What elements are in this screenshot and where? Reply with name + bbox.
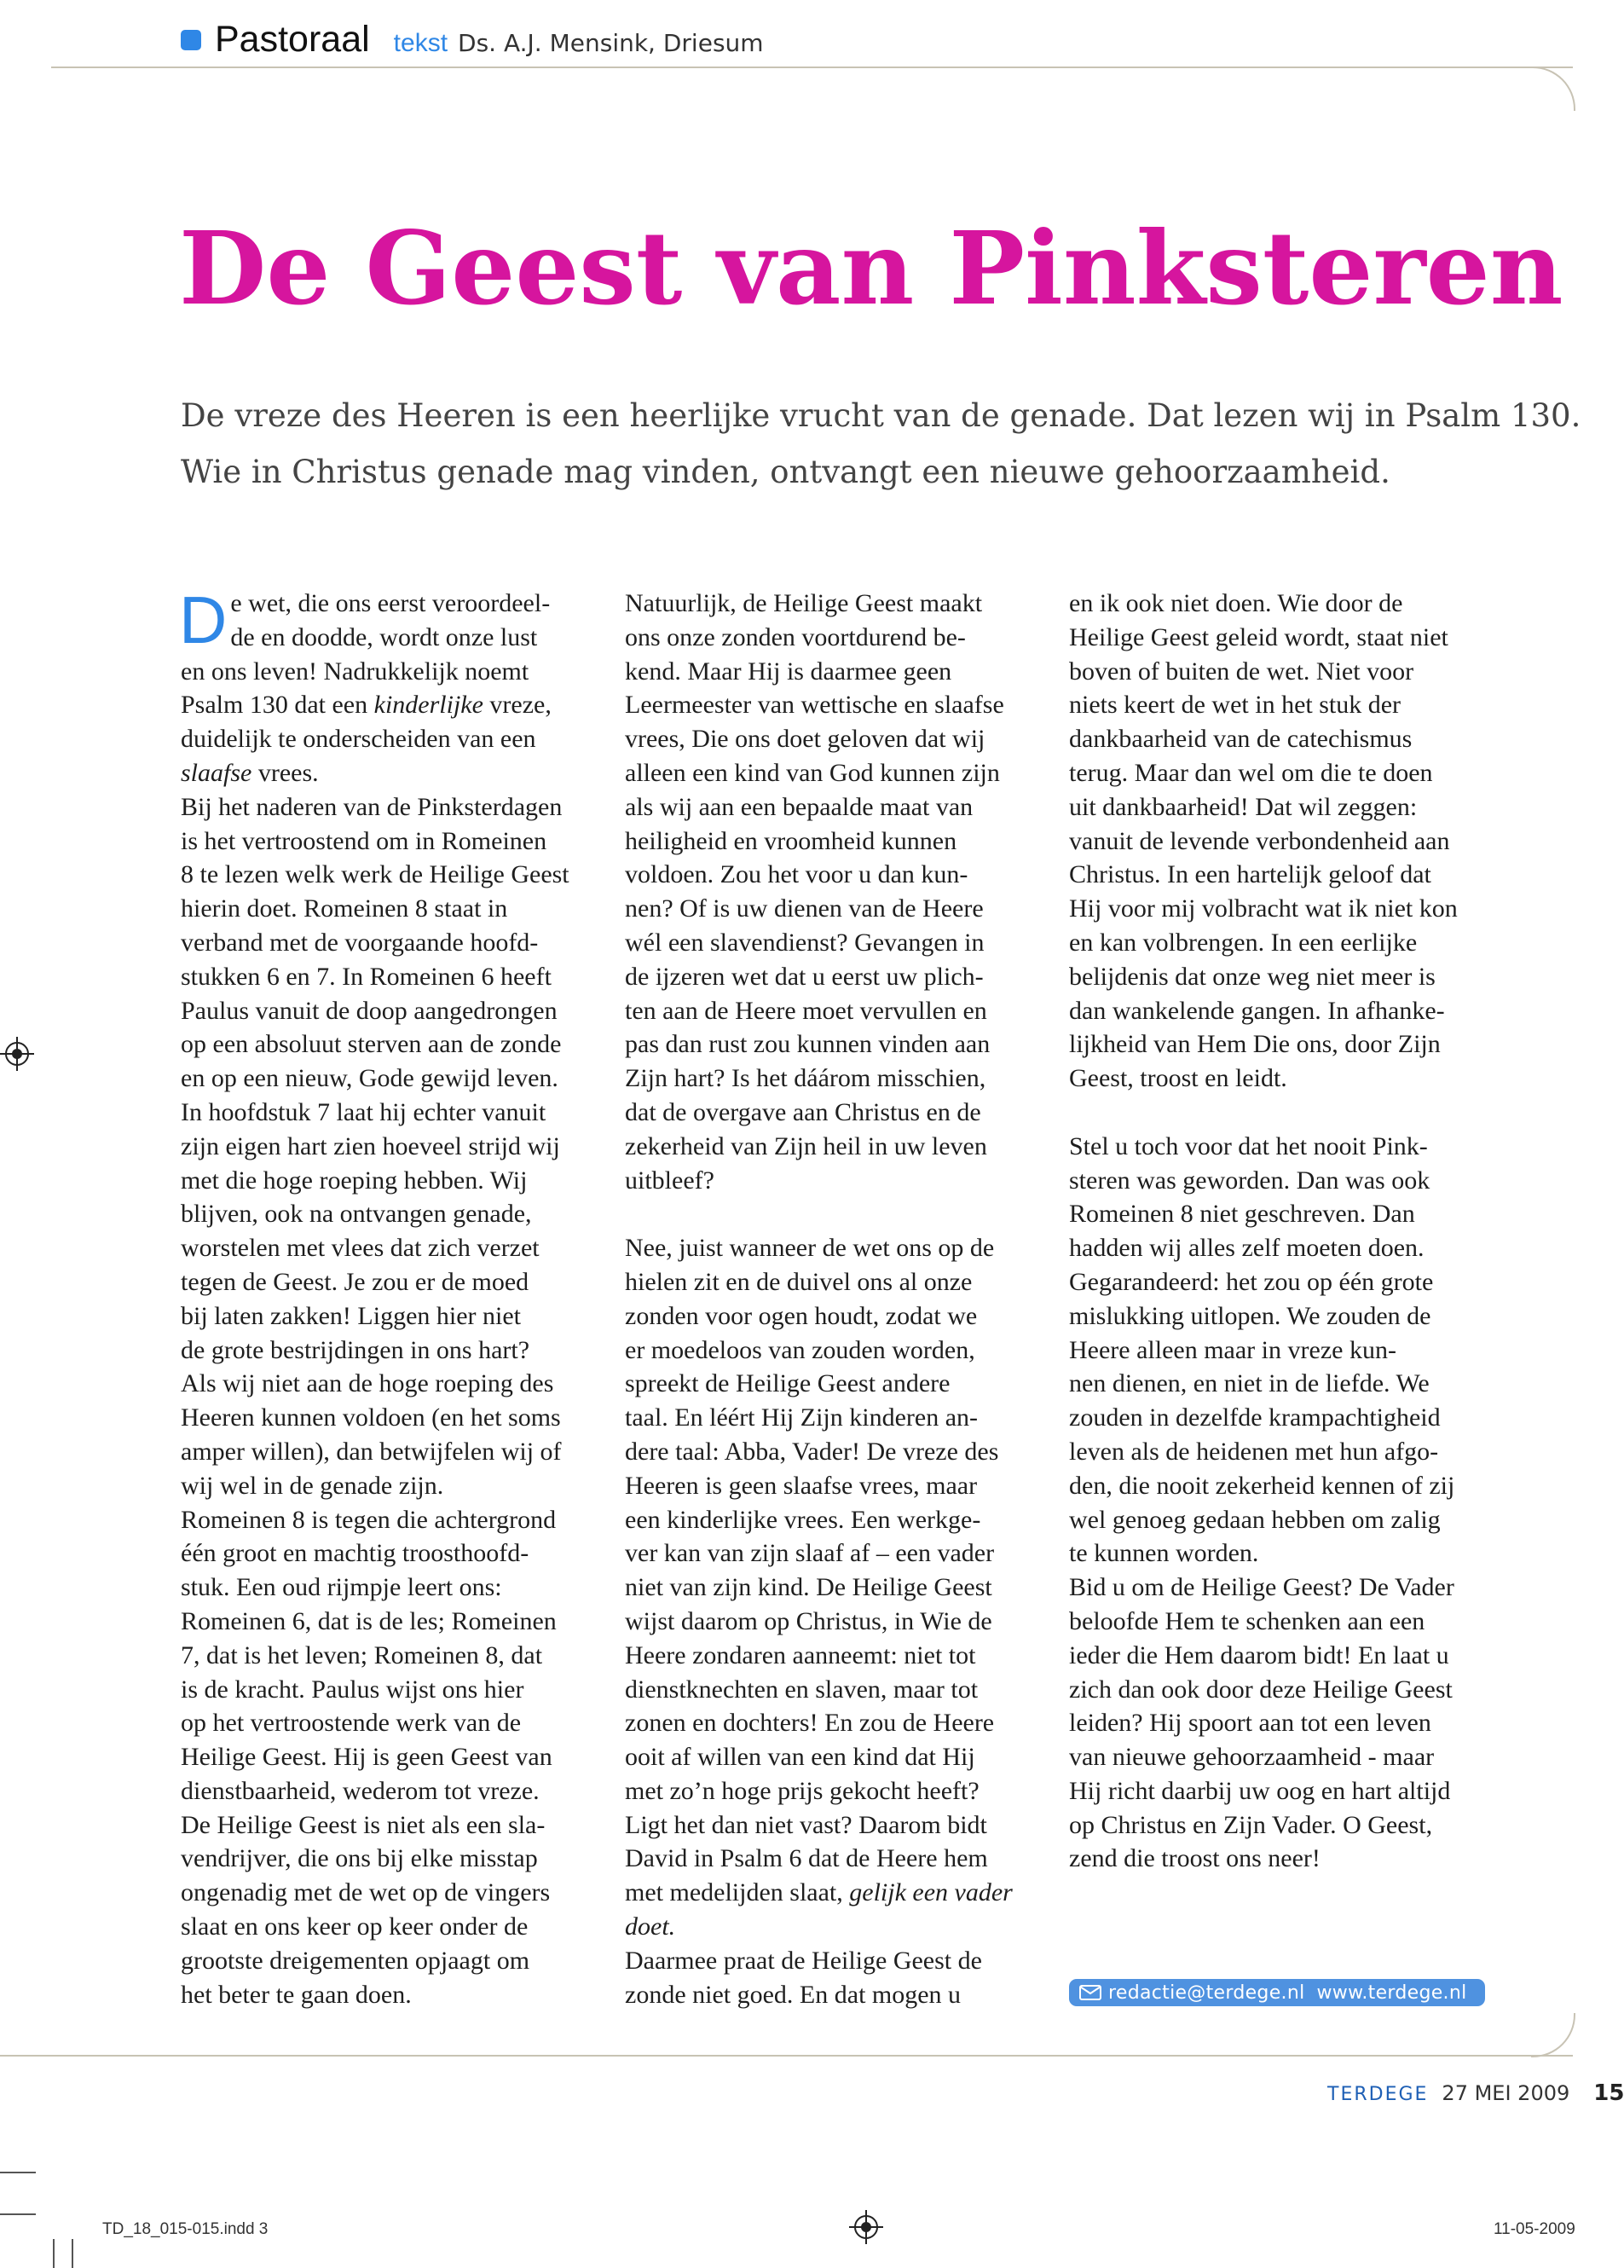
- body-line: hierin doet. Romeinen 8 staat in: [181, 894, 508, 923]
- body-line: blijven, ook na ontvangen genade,: [181, 1200, 532, 1229]
- body-line: er moedeloos van zouden worden,: [625, 1335, 975, 1364]
- magazine-name: TERDEGE: [1327, 2084, 1429, 2105]
- body-line: het beter te gaan doen.: [181, 1980, 412, 2009]
- body-line: dienstknechten en slaven, maar tot: [625, 1675, 979, 1704]
- body-line: is het vertroostend om in Romeinen: [181, 826, 547, 855]
- body-line: op Christus en Zijn Vader. O Geest,: [1069, 1810, 1433, 1839]
- article-lede: [181, 388, 1581, 500]
- body-line: Psalm 130 dat een kinderlijke vreze,: [181, 691, 552, 720]
- body-line: tegen de Geest. Je zou er de moed: [181, 1267, 529, 1296]
- body-line: nen? Of is uw dienen van de Heere: [625, 894, 984, 923]
- header-rule: [51, 67, 1573, 68]
- contact-bar: [1069, 1979, 1485, 2006]
- body-line: zonde niet goed. En dat mogen u: [625, 1980, 962, 2009]
- issue-date: 27 MEI 2009: [1442, 2081, 1570, 2105]
- body-line: de en doodde, wordt onze lust: [230, 622, 538, 651]
- body-line: spreekt de Heilige Geest andere: [625, 1369, 951, 1398]
- body-line: bij laten zakken! Liggen hier niet: [181, 1301, 522, 1330]
- body-line: heiligheid en vroomheid kunnen: [625, 826, 957, 855]
- lede-line: Wie in Christus genade mag vinden, ontvangt een nieuwe gehoorzaamheid.: [181, 454, 1390, 490]
- body-line: Heilige Geest geleid wordt, staat niet: [1069, 622, 1448, 651]
- body-line: op het vertroostende werk van de: [181, 1709, 522, 1738]
- body-line: wel genoeg gedaan hebben om zalig: [1069, 1505, 1441, 1534]
- body-line: met die hoge roeping hebben. Wij: [181, 1166, 528, 1195]
- body-line: Natuurlijk, de Heilige Geest maakt: [625, 589, 983, 617]
- body-line: lijkheid van Hem Die ons, door Zijn: [1069, 1030, 1441, 1059]
- body-line: terug. Maar dan wel om die te doen: [1069, 758, 1433, 787]
- body-line: zijn eigen hart zien hoeveel strijd wij: [181, 1131, 560, 1160]
- body-line: niet van zijn kind. De Heilige Geest: [625, 1573, 992, 1602]
- body-line: In hoofdstuk 7 laat hij echter vanuit: [181, 1097, 546, 1126]
- body-line: 7, dat is het leven; Romeinen 8, dat: [181, 1640, 543, 1669]
- body-line: de ijzeren wet dat u eerst uw plich-: [625, 962, 984, 991]
- body-line: dan wankelende gangen. In afhanke-: [1069, 996, 1445, 1025]
- footer-corner-curve: [1531, 2013, 1575, 2057]
- body-line: vrees, Die ons doet geloven dat wij: [625, 725, 985, 754]
- body-line: leiden? Hij spoort aan tot een leven: [1069, 1709, 1431, 1738]
- slug-date: 11-05-2009: [1494, 2220, 1575, 2238]
- paragraph-gap: [1069, 1096, 1495, 1130]
- body-line: en ik ook niet doen. Wie door de: [1069, 589, 1403, 617]
- body-line: Nee, juist wanneer de wet ons op de: [625, 1234, 995, 1263]
- drop-cap: D: [179, 582, 228, 657]
- body-line: dankbaarheid van de catechismus: [1069, 725, 1413, 754]
- header-corner-curve: [1531, 67, 1575, 111]
- body-column-3: [1069, 587, 1495, 1876]
- body-line: wij wel in de genade zijn.: [181, 1471, 444, 1500]
- body-line: nen dienen, en niet in de liefde. We: [1069, 1369, 1430, 1398]
- body-line: te kunnen worden.: [1069, 1539, 1259, 1568]
- body-line: als wij aan een bepaalde maat van: [625, 792, 974, 821]
- body-line: zonden voor ogen houdt, zodat we: [625, 1301, 978, 1330]
- body-line: dat de overgave aan Christus en de: [625, 1097, 981, 1126]
- body-line: stukken 6 en 7. In Romeinen 6 heeft: [181, 962, 552, 991]
- registration-mark-icon: [849, 2210, 883, 2244]
- body-line: wijst daarom op Christus, in Wie de: [625, 1606, 992, 1635]
- body-line: De Heilige Geest is niet als een sla-: [181, 1810, 546, 1839]
- body-column-1: [179, 582, 590, 2011]
- body-line: alleen een kind van God kunnen zijn: [625, 758, 1000, 787]
- body-line: slaat en ons keer op keer onder de: [181, 1912, 529, 1941]
- body-line: ons onze zonden voortdurend be-: [625, 622, 966, 651]
- slug-filename: TD_18_015-015.indd 3: [102, 2220, 269, 2238]
- body-line: slaafse vrees.: [181, 758, 319, 787]
- body-line: met zo’n hoge prijs gekocht heeft?: [625, 1776, 980, 1805]
- body-line: steren was geworden. Dan was ook: [1069, 1166, 1430, 1195]
- body-line: worstelen met vlees dat zich verzet: [181, 1234, 540, 1263]
- crop-mark: [72, 2239, 73, 2268]
- body-line: duidelijk te onderscheiden van een: [181, 725, 536, 754]
- body-line: ten aan de Heere moet vervullen en: [625, 996, 987, 1025]
- page-number: 15: [1593, 2080, 1624, 2106]
- contact-email-link[interactable]: redactie@terdege.nl: [1108, 1982, 1305, 2004]
- body-line: Heilige Geest. Hij is geen Geest van: [181, 1743, 552, 1772]
- body-line: Romeinen 8 is tegen die achtergrond: [181, 1505, 557, 1534]
- body-line: Geest, troost en leidt.: [1069, 1064, 1287, 1093]
- registration-mark-icon: [0, 1037, 34, 1071]
- body-line: Hij richt daarbij uw oog en hart altijd: [1069, 1776, 1451, 1805]
- body-line: Heeren is geen slaafse vrees, maar: [625, 1471, 978, 1500]
- body-line: Daarmee praat de Heilige Geest de: [625, 1946, 982, 1975]
- paragraph-gap: [625, 1197, 1043, 1231]
- body-line: hielen zit en de duivel ons al onze: [625, 1267, 973, 1296]
- contact-website-link[interactable]: www.terdege.nl: [1316, 1982, 1467, 2004]
- body-line: taal. En léért Hij Zijn kinderen an-: [625, 1403, 979, 1432]
- body-line: Romeinen 8 niet geschreven. Dan: [1069, 1200, 1415, 1229]
- body-line: Ligt het dan niet vast? Daarom bidt: [625, 1810, 987, 1839]
- body-line: belijdenis dat onze weg niet meer is: [1069, 962, 1436, 991]
- body-line: Heere zondaren aanneemt: niet tot: [625, 1640, 976, 1669]
- body-line: doet.: [625, 1912, 676, 1941]
- body-line: Christus. In een hartelijk geloof dat: [1069, 860, 1431, 889]
- body-line: ongenadig met de wet op de vingers: [181, 1878, 551, 1907]
- body-line: zonen en dochters! En zou de Heere: [625, 1709, 995, 1738]
- body-line: de grote bestrijdingen in ons hart?: [181, 1335, 530, 1364]
- tekst-label: tekst: [393, 29, 448, 57]
- body-line: zekerheid van Zijn heil in uw leven: [625, 1131, 987, 1160]
- body-line: Bid u om de Heilige Geest? De Vader: [1069, 1573, 1454, 1602]
- body-line: zouden in dezelfde krampachtigheid: [1069, 1403, 1441, 1432]
- body-line: ieder die Hem daarom bidt! En laat u: [1069, 1640, 1449, 1669]
- body-line: vanuit de levende verbondenheid aan: [1069, 826, 1450, 855]
- body-line: op een absoluut sterven aan de zonde: [181, 1030, 562, 1059]
- body-line: voldoen. Zou het voor u dan kun-: [625, 860, 968, 889]
- body-line: verband met de voorgaande hoofd-: [181, 928, 539, 957]
- body-line: amper willen), dan betwijfelen wij of: [181, 1437, 562, 1466]
- body-line: uit dankbaarheid! Dat wil zeggen:: [1069, 792, 1418, 821]
- body-line: niets keert de wet in het stuk der: [1069, 691, 1401, 720]
- body-line: e wet, die ons eerst veroordeel-: [230, 589, 551, 617]
- body-line: ooit af willen van een kind dat Hij: [625, 1743, 975, 1772]
- body-line: Heeren kunnen voldoen (en het soms: [181, 1403, 561, 1432]
- body-line: David in Psalm 6 dat de Heere hem: [625, 1844, 988, 1873]
- body-line: mislukking uitlopen. We zouden de: [1069, 1301, 1431, 1330]
- body-line: dienstbaarheid, wederom tot vreze.: [181, 1776, 540, 1805]
- body-line: grootste dreigementen opjaagt om: [181, 1946, 530, 1975]
- body-line: beloofde Hem te schenken aan een: [1069, 1606, 1425, 1635]
- body-line: en kan volbrengen. In een eerlijke: [1069, 928, 1418, 957]
- body-line: ver kan van zijn slaaf af – een vader: [625, 1539, 995, 1568]
- body-line: uitbleef?: [625, 1166, 714, 1195]
- section-name: Pastoraal: [215, 19, 370, 60]
- page-footer: [1327, 2080, 1624, 2106]
- crop-mark: [0, 2213, 36, 2215]
- envelope-icon: [1079, 1985, 1101, 2000]
- article-title: De Geest van Pinksteren: [179, 209, 1563, 327]
- author-credit: Ds. A.J. Mensink, Driesum: [458, 29, 764, 57]
- body-line: Als wij niet aan de hoge roeping des: [181, 1369, 554, 1398]
- body-line: 8 te lezen welk werk de Heilige Geest: [181, 860, 569, 889]
- body-line: stuk. Een oud rijmpje leert ons:: [181, 1573, 502, 1602]
- body-line: zend die troost ons neer!: [1069, 1844, 1321, 1873]
- body-line: is de kracht. Paulus wijst ons hier: [181, 1675, 524, 1704]
- body-line: boven of buiten de wet. Niet voor: [1069, 657, 1414, 686]
- body-line: Heere alleen maar in vreze kun-: [1069, 1335, 1396, 1364]
- body-line: Hij voor mij volbracht wat ik niet kon: [1069, 894, 1458, 923]
- section-square-icon: [181, 30, 201, 50]
- body-line: met medelijden slaat, gelijk een vader: [625, 1878, 1013, 1907]
- body-line: Bij het naderen van de Pinksterdagen: [181, 792, 563, 821]
- body-line: den, die nooit zekerheid kennen of zij: [1069, 1471, 1455, 1500]
- body-line: Romeinen 6, dat is de les; Romeinen: [181, 1606, 557, 1635]
- body-line: wél een slavendienst? Gevangen in: [625, 928, 985, 957]
- body-line: en ons leven! Nadrukkelijk noemt: [181, 657, 529, 686]
- body-line: één groot en machtig troosthoofd-: [181, 1539, 529, 1568]
- footer-rule: [0, 2055, 1573, 2057]
- body-line: en op een nieuw, Gode gewijd leven.: [181, 1064, 558, 1093]
- body-line: Stel u toch voor dat het nooit Pink-: [1069, 1131, 1428, 1160]
- crop-mark: [53, 2239, 55, 2268]
- body-line: een kinderlijke vrees. Een werkge-: [625, 1505, 981, 1534]
- section-header: [181, 19, 764, 61]
- body-line: Gegarandeerd: het zou op één grote: [1069, 1267, 1434, 1296]
- body-line: pas dan rust zou kunnen vinden aan: [625, 1030, 991, 1059]
- body-line: zich dan ook door deze Heilige Geest: [1069, 1675, 1453, 1704]
- body-line: hadden wij alles zelf moeten doen.: [1069, 1234, 1425, 1263]
- body-line: vendrijver, die ons bij elke misstap: [181, 1844, 538, 1873]
- body-column-2: [625, 587, 1043, 2011]
- crop-mark: [0, 2172, 36, 2173]
- body-line: kend. Maar Hij is daarmee geen: [625, 657, 952, 686]
- body-line: leven als de heidenen met hun afgo-: [1069, 1437, 1439, 1466]
- lede-line: De vreze des Heeren is een heerlijke vrucht van de genade. Dat lezen wij in Psalm 130.: [181, 397, 1581, 434]
- body-line: dere taal: Abba, Vader! De vreze des: [625, 1437, 999, 1466]
- body-line: Zijn hart? Is het dáárom misschien,: [625, 1064, 986, 1093]
- body-line: van nieuwe gehoorzaamheid - maar: [1069, 1743, 1435, 1772]
- body-line: Leermeester van wettische en slaafse: [625, 691, 1004, 720]
- body-line: Paulus vanuit de doop aangedrongen: [181, 996, 558, 1025]
